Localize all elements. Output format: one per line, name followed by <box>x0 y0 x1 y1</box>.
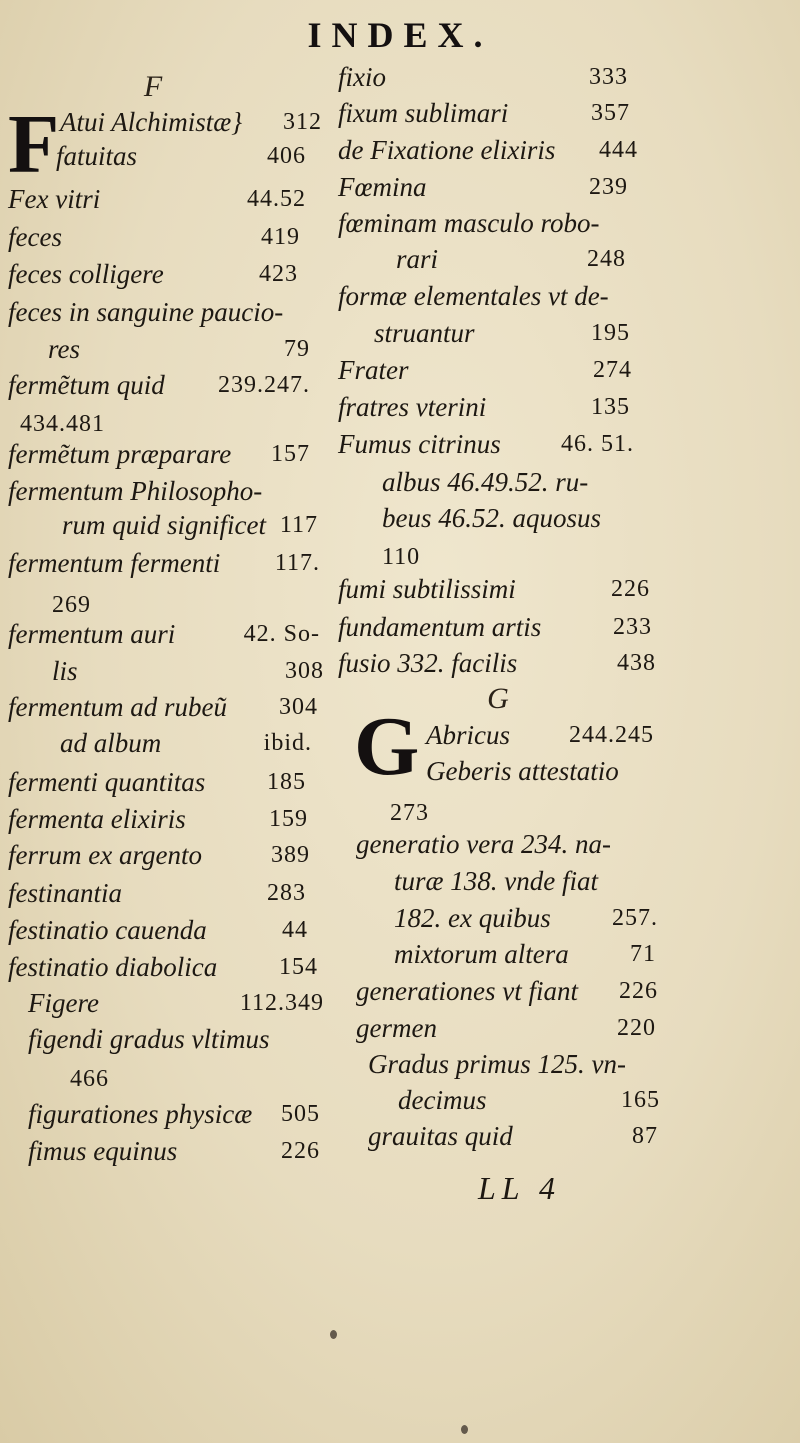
index-entry: 269 <box>52 592 91 618</box>
drop-cap-f: F <box>8 98 60 191</box>
page-header: INDEX. <box>307 15 493 55</box>
catchword: LL 4 <box>478 1170 562 1206</box>
index-entry: 434.481 <box>20 411 105 437</box>
index-entry: 110 <box>382 544 421 570</box>
index-entry: 466 <box>70 1066 109 1092</box>
section-letter-f: F <box>143 70 163 103</box>
ink-speck <box>461 1425 468 1434</box>
section-letter-g: G <box>487 682 509 715</box>
ink-speck <box>330 1330 337 1339</box>
index-entry: 273 <box>390 800 429 826</box>
drop-cap-g: G <box>354 700 420 793</box>
